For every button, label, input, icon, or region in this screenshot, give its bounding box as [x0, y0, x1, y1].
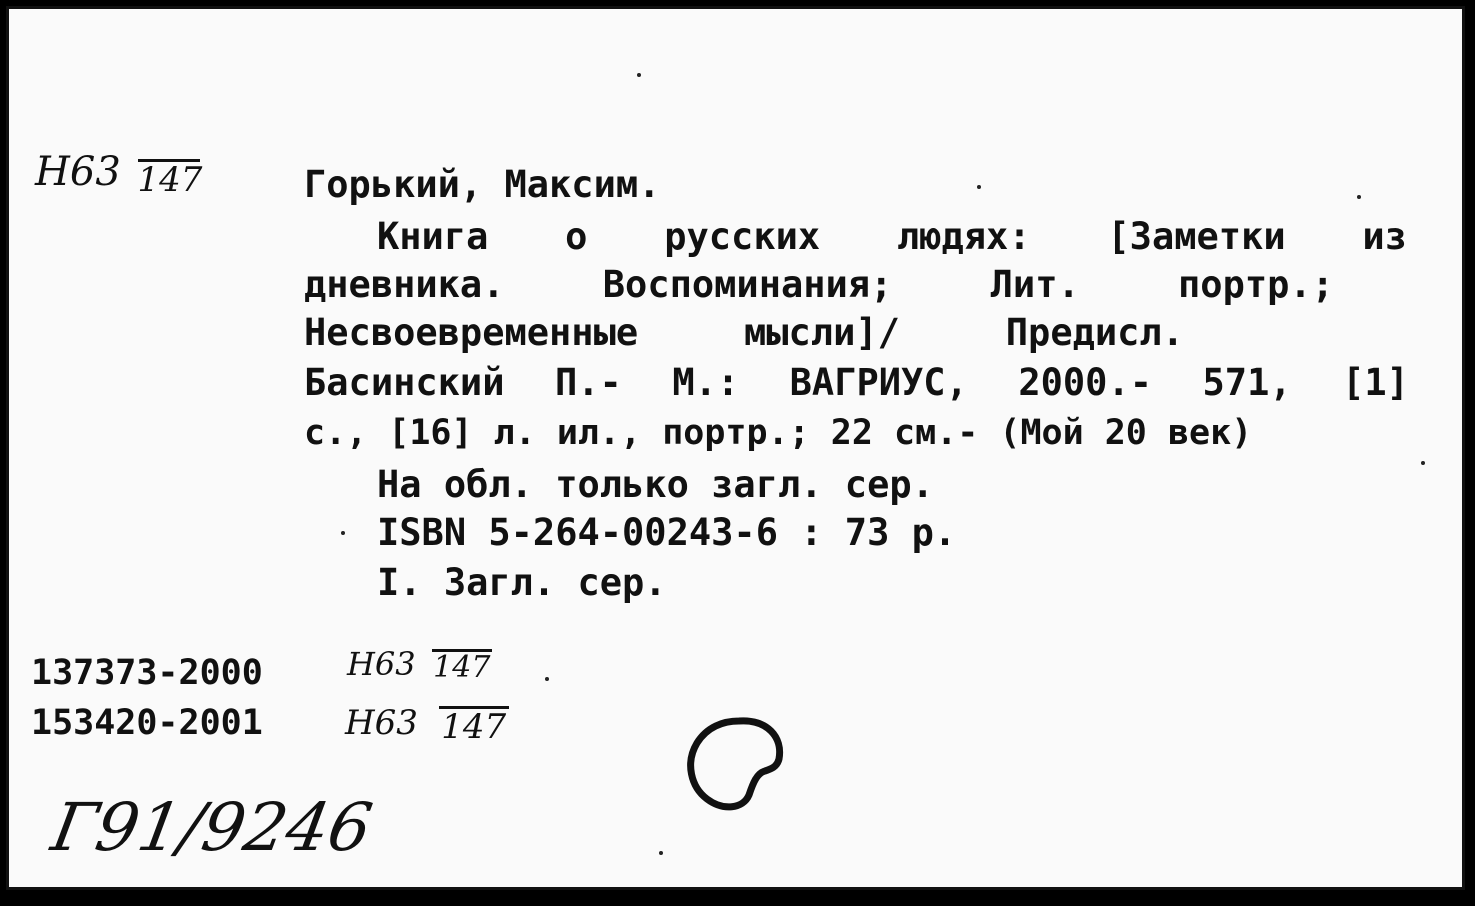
- shelf-mark-denominator: 147: [137, 159, 203, 200]
- speck: [977, 185, 981, 189]
- holding-mark: Н63 147: [347, 645, 491, 685]
- entry-tracing: I. Загл. сер.: [377, 561, 667, 604]
- speck: [545, 677, 549, 681]
- holding-row: [31, 649, 263, 697]
- card-hole-mark: [679, 711, 799, 821]
- entry-title-line-1: Книга о русских людях: [Заметки из: [377, 215, 1407, 258]
- holding-number: 137373-2000: [31, 653, 263, 693]
- speck: [341, 531, 345, 535]
- entry-note: На обл. только загл. сер.: [377, 463, 934, 506]
- speck: [1421, 461, 1425, 465]
- shelf-mark: [35, 149, 203, 200]
- speck: [1357, 195, 1361, 199]
- catalog-card: [6, 6, 1465, 890]
- speck: [659, 851, 663, 855]
- bottom-handwritten-note: Г91/9246: [46, 789, 378, 866]
- speck: [637, 73, 641, 77]
- shelf-mark-fraction: [137, 153, 203, 200]
- entry-heading: Горький, Максим.: [304, 163, 661, 206]
- entry-isbn: ISBN 5-264-00243-6 : 73 р.: [377, 511, 957, 554]
- holding-row: [31, 699, 263, 747]
- shelf-mark-prefix: Н63: [35, 149, 121, 195]
- entry-title-line-2: дневника. Воспоминания; Лит. портр.;: [304, 263, 1334, 306]
- entry-collation-line: с., [16] л. ил., портр.; 22 см.- (Мой 20 век): [304, 413, 1253, 453]
- holding-mark: Н63 147: [345, 703, 509, 745]
- entry-title-line-3: Несвоевременные мысли]/ Предисл.: [304, 311, 1184, 354]
- entry-imprint-line: Басинский П.- М.: ВАГРИУС, 2000.- 571, [1]: [304, 361, 1409, 404]
- holding-number: 153420-2001: [31, 703, 263, 743]
